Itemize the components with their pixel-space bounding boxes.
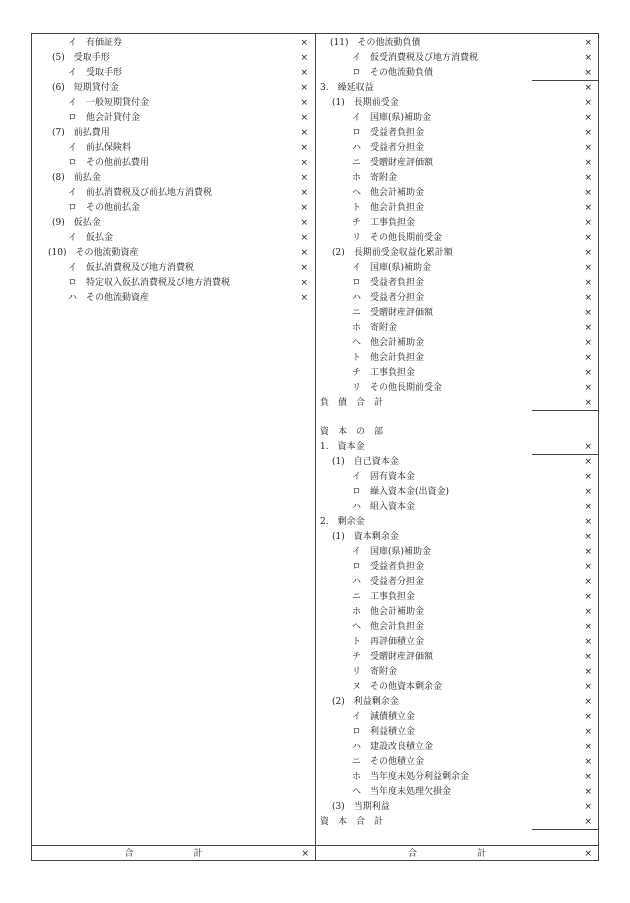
amount-mark: ×	[584, 248, 592, 258]
line-item	[32, 246, 314, 261]
line-item	[316, 51, 598, 66]
line-item-label: 1. 資本金	[320, 442, 365, 452]
line-item	[316, 246, 598, 261]
amount-mark: ×	[584, 113, 592, 123]
line-item	[316, 665, 598, 680]
amount-mark: ×	[584, 188, 592, 198]
amount-mark: ×	[584, 667, 592, 677]
line-item	[32, 201, 314, 216]
amount-mark: ×	[584, 622, 592, 632]
liabilities-capital-column	[316, 36, 598, 830]
amount-mark: ×	[584, 53, 592, 63]
amount-mark: ×	[584, 38, 592, 48]
footer-total-label: 合計	[407, 849, 546, 859]
amount-mark: ×	[300, 143, 308, 153]
line-item	[316, 336, 598, 351]
line-item-label: ヘ 他会計補助金	[352, 338, 425, 348]
footer-total-label: 合計	[124, 849, 263, 859]
line-item	[316, 800, 598, 815]
amount-mark: ×	[300, 203, 308, 213]
line-item	[32, 96, 314, 111]
amount-mark: ×	[584, 68, 592, 78]
line-item	[316, 111, 598, 126]
line-item-label: イ 国庫(県)補助金	[352, 113, 432, 123]
line-item-label: ロ 特定収入仮払消費税及び地方消費税	[68, 278, 231, 288]
line-item-label: イ 仮払金	[68, 233, 114, 243]
line-item-label: チ 工事負担金	[352, 368, 416, 378]
line-item-label: (2) 利益剰余金	[332, 697, 399, 707]
line-item	[316, 650, 598, 665]
amount-mark: ×	[584, 727, 592, 737]
line-item-label: ヌ その他資本剰余金	[352, 682, 443, 692]
line-item	[32, 231, 314, 246]
line-item-label: ヘ 他会計負担金	[352, 622, 425, 632]
amount-mark: ×	[584, 502, 592, 512]
line-item-label: 負 債 合 計	[320, 398, 384, 408]
amount-mark: ×	[584, 203, 592, 213]
line-item	[316, 755, 598, 770]
line-item-label: (1) 資本剰余金	[332, 532, 399, 542]
amount-mark: ×	[584, 577, 592, 587]
amount-mark: ×	[300, 53, 308, 63]
amount-mark: ×	[584, 697, 592, 707]
amount-mark: ×	[584, 83, 592, 93]
amount-mark: ×	[584, 353, 592, 363]
line-item-label: イ 仮受消費税及び地方消費税	[352, 53, 479, 63]
line-item	[316, 485, 598, 500]
amount-mark: ×	[584, 457, 592, 467]
line-item-label: ホ 他会計補助金	[352, 607, 425, 617]
amount-mark: ×	[300, 173, 308, 183]
line-item	[316, 351, 598, 366]
line-item-label: ロ 受益者負担金	[352, 128, 425, 138]
amount-mark: ×	[300, 113, 308, 123]
line-item-label: ロ 他会計貸付金	[68, 113, 141, 123]
line-item	[32, 216, 314, 231]
line-item-label: リ その他長期前受金	[352, 383, 443, 393]
amount-mark: ×	[584, 308, 592, 318]
line-item-label: ト 他会計負担金	[352, 353, 425, 363]
line-item-label: 2. 剰余金	[320, 517, 365, 527]
line-item	[32, 36, 314, 51]
amount-mark: ×	[584, 173, 592, 183]
line-item-label: ロ その他流動負債	[352, 68, 434, 78]
line-item-label: (1) 長期前受金	[332, 98, 399, 108]
line-item	[316, 366, 598, 381]
line-item	[316, 605, 598, 620]
line-item-label: (7) 前払費用	[52, 128, 110, 138]
line-item	[316, 381, 598, 396]
line-item-label: ホ 寄附金	[352, 323, 398, 333]
line-item	[316, 81, 598, 96]
line-item	[316, 306, 598, 321]
amount-mark: ×	[584, 532, 592, 542]
amount-mark: ×	[584, 233, 592, 243]
amount-mark: ×	[300, 233, 308, 243]
line-item	[316, 201, 598, 216]
amount-mark: ×	[584, 517, 592, 527]
line-item	[316, 66, 598, 81]
line-item	[316, 276, 598, 291]
line-item	[32, 66, 314, 81]
line-item	[316, 126, 598, 141]
amount-mark: ×	[584, 592, 592, 602]
line-item	[316, 545, 598, 560]
footer-total-right	[316, 846, 598, 862]
line-item	[316, 590, 598, 605]
line-item-label: ハ その他流動資産	[68, 293, 150, 303]
line-item	[316, 96, 598, 111]
line-item	[316, 425, 598, 440]
line-item	[316, 216, 598, 231]
line-item-label: イ 仮払消費税及び地方消費税	[68, 263, 195, 273]
line-item	[32, 156, 314, 171]
footer-total-mark: ×	[584, 849, 592, 859]
amount-mark: ×	[584, 338, 592, 348]
line-item-label: ト 他会計負担金	[352, 203, 425, 213]
amount-mark: ×	[300, 188, 308, 198]
line-item	[32, 51, 314, 66]
line-item	[316, 470, 598, 485]
amount-mark: ×	[584, 368, 592, 378]
amount-mark: ×	[584, 383, 592, 393]
line-item-label: ロ 利益積立金	[352, 727, 416, 737]
assets-column	[32, 36, 314, 306]
amount-mark: ×	[584, 772, 592, 782]
line-item-label: (11) その他流動負債	[330, 38, 421, 48]
line-item-label: ロ 受益者負担金	[352, 562, 425, 572]
amount-mark: ×	[584, 787, 592, 797]
line-item	[32, 126, 314, 141]
line-item-label: ヘ 他会計補助金	[352, 188, 425, 198]
amount-mark: ×	[584, 98, 592, 108]
line-item	[316, 635, 598, 650]
line-item-label: ホ 当年度未処分利益剰余金	[352, 772, 470, 782]
line-item	[316, 36, 598, 51]
line-item-label: ハ 受益者分担金	[352, 577, 425, 587]
amount-mark: ×	[584, 158, 592, 168]
line-item	[32, 141, 314, 156]
line-item	[316, 560, 598, 575]
line-item	[316, 785, 598, 800]
line-item	[316, 680, 598, 695]
line-item-label: ニ その他積立金	[352, 757, 425, 767]
line-item	[32, 291, 314, 306]
line-item	[316, 171, 598, 186]
line-item	[32, 276, 314, 291]
line-item-label: 資 本 合 計	[320, 817, 384, 827]
line-item	[316, 620, 598, 635]
line-item-label: イ 国庫(県)補助金	[352, 263, 432, 273]
line-item	[32, 261, 314, 276]
amount-mark: ×	[584, 562, 592, 572]
amount-mark: ×	[300, 293, 308, 303]
line-item-label: ハ 受益者分担金	[352, 143, 425, 153]
line-item-label: ロ 受益者負担金	[352, 278, 425, 288]
line-item-label: チ 工事負担金	[352, 218, 416, 228]
line-item	[32, 81, 314, 96]
amount-mark: ×	[584, 637, 592, 647]
amount-mark: ×	[584, 442, 592, 452]
amount-mark: ×	[584, 293, 592, 303]
line-item	[316, 695, 598, 710]
line-item	[316, 291, 598, 306]
amount-mark: ×	[584, 682, 592, 692]
amount-mark: ×	[300, 98, 308, 108]
line-item	[316, 141, 598, 156]
amount-mark: ×	[584, 218, 592, 228]
line-item-label: イ 前払保険料	[68, 143, 132, 153]
line-item-label: ニ 受贈財産評価額	[352, 158, 434, 168]
amount-mark: ×	[584, 278, 592, 288]
amount-mark: ×	[584, 263, 592, 273]
line-item	[316, 455, 598, 470]
line-item	[316, 575, 598, 590]
line-item-label: (2) 長期前受金収益化累計額	[332, 248, 453, 258]
amount-mark: ×	[584, 143, 592, 153]
line-item-label: (1) 自己資本金	[332, 457, 399, 467]
amount-mark: ×	[300, 278, 308, 288]
amount-mark: ×	[300, 263, 308, 273]
line-item-label: イ 固有資本金	[352, 472, 416, 482]
line-item	[316, 515, 598, 530]
line-item	[316, 186, 598, 201]
amount-mark: ×	[584, 652, 592, 662]
amount-mark: ×	[584, 742, 592, 752]
footer-total-mark: ×	[301, 849, 309, 859]
line-item	[316, 740, 598, 755]
line-item-label: チ 受贈財産評価額	[352, 652, 434, 662]
line-item-label: イ 減債積立金	[352, 712, 416, 722]
amount-mark: ×	[584, 547, 592, 557]
line-item-label: ニ 工事負担金	[352, 592, 416, 602]
line-item-label: ロ その他前払金	[68, 203, 141, 213]
amount-mark: ×	[584, 487, 592, 497]
line-item	[32, 186, 314, 201]
line-item-label: リ 寄附金	[352, 667, 398, 677]
amount-mark: ×	[584, 817, 592, 827]
amount-mark: ×	[584, 472, 592, 482]
line-item-label: リ その他長期前受金	[352, 233, 443, 243]
line-item	[316, 725, 598, 740]
line-item	[316, 530, 598, 545]
line-item	[316, 396, 598, 411]
amount-mark: ×	[300, 38, 308, 48]
line-item-label: ト 再評価積立金	[352, 637, 425, 647]
line-item-label: (5) 受取手形	[52, 53, 110, 63]
balance-sheet-form	[31, 33, 599, 861]
amount-mark: ×	[584, 802, 592, 812]
amount-mark: ×	[300, 158, 308, 168]
line-item-label: ホ 寄附金	[352, 173, 398, 183]
line-item	[316, 815, 598, 830]
line-item-label: ハ 組入資本金	[352, 502, 416, 512]
amount-mark: ×	[584, 607, 592, 617]
line-item-label: (8) 前払金	[52, 173, 101, 183]
line-item	[32, 171, 314, 186]
amount-mark: ×	[584, 757, 592, 767]
line-item-label: 3. 繰延収益	[320, 83, 374, 93]
amount-mark: ×	[584, 128, 592, 138]
line-item-label: (9) 仮払金	[52, 218, 101, 228]
line-item-label: イ 一般短期貸付金	[68, 98, 150, 108]
line-item	[316, 770, 598, 785]
line-item	[316, 231, 598, 246]
line-item-label: ロ その他前払費用	[68, 158, 150, 168]
line-item-label: イ 前払消費税及び前払地方消費税	[68, 188, 213, 198]
line-item	[316, 156, 598, 171]
line-item-label: イ 有価証券	[68, 38, 123, 48]
line-item	[316, 440, 598, 455]
amount-mark: ×	[300, 68, 308, 78]
line-item	[316, 321, 598, 336]
line-item	[316, 500, 598, 515]
amount-mark: ×	[300, 128, 308, 138]
line-item	[316, 710, 598, 725]
line-item-label: (3) 当期利益	[332, 802, 390, 812]
amount-mark: ×	[584, 323, 592, 333]
amount-mark: ×	[300, 248, 308, 258]
line-item-label: ハ 受益者分担金	[352, 293, 425, 303]
line-item-label: イ 受取手形	[68, 68, 123, 78]
amount-mark: ×	[584, 398, 592, 408]
line-item-label: (10) その他流動資産	[48, 248, 139, 258]
line-item-label: (6) 短期貸付金	[52, 83, 119, 93]
line-item-label: ハ 建設改良積立金	[352, 742, 434, 752]
line-item-label: イ 国庫(県)補助金	[352, 547, 432, 557]
line-item	[316, 261, 598, 276]
row-spacer	[316, 411, 598, 425]
amount-mark: ×	[300, 218, 308, 228]
line-item-label: ロ 繰入資本金(出資金)	[352, 487, 450, 497]
line-item-label: 資 本 の 部	[320, 427, 384, 437]
line-item	[32, 111, 314, 126]
line-item-label: ニ 受贈財産評価額	[352, 308, 434, 318]
line-item-label: ヘ 当年度未処理欠損金	[352, 787, 452, 797]
amount-mark: ×	[300, 83, 308, 93]
footer-total-left	[32, 846, 315, 862]
amount-mark: ×	[584, 712, 592, 722]
